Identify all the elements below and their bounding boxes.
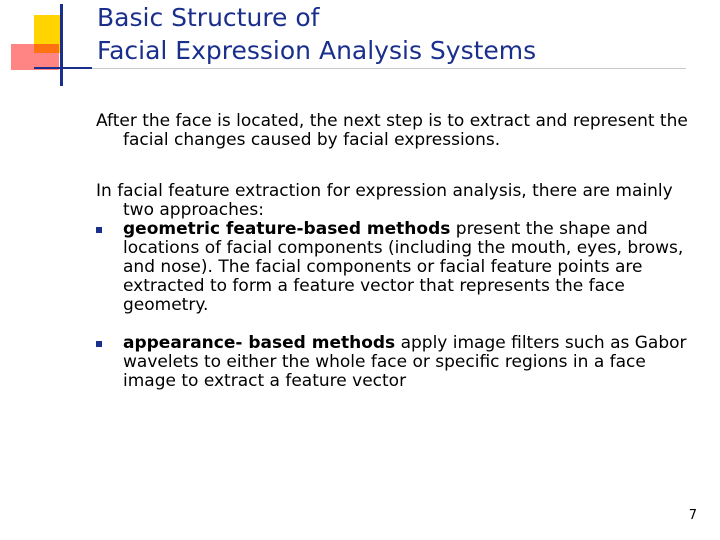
title-line-2: Facial Expression Analysis Systems: [97, 36, 537, 65]
slide-body: [96, 112, 696, 391]
page-number: 7: [688, 508, 697, 523]
intro-paragraph: After the face is located, the next step is to extract and represent the facial changes caused by facial expressions.: [96, 111, 688, 150]
bullet-term: geometric feature-based methods: [123, 219, 451, 239]
decorative-vertical-bar: [60, 4, 63, 86]
bullet-square-icon: [96, 341, 102, 347]
bullet-term: appearance- based methods: [123, 333, 396, 353]
title-line-1: Basic Structure of: [97, 3, 320, 32]
list-item-geometric: [96, 220, 696, 315]
bullet-text: apply image filters such as Gabor wavelets to either the whole face or specific regions in a face image to extract a feature vector: [123, 333, 687, 391]
approaches-list: [96, 220, 696, 391]
decorative-horizontal-bar: [34, 67, 92, 69]
approaches-paragraph: In facial feature extraction for expression analysis, there are mainly two approaches:: [96, 181, 673, 220]
title-underline-rule: [92, 68, 686, 69]
bullet-square-icon: [96, 227, 102, 233]
slide-title: [97, 1, 536, 67]
bullet-text: present the shape and locations of facial components (including the mouth, eyes, brows, and nose). The facial components or facial feature points are extracted to form a feature vector that represents the face geometry.: [123, 219, 684, 315]
list-item-appearance: [96, 334, 696, 391]
